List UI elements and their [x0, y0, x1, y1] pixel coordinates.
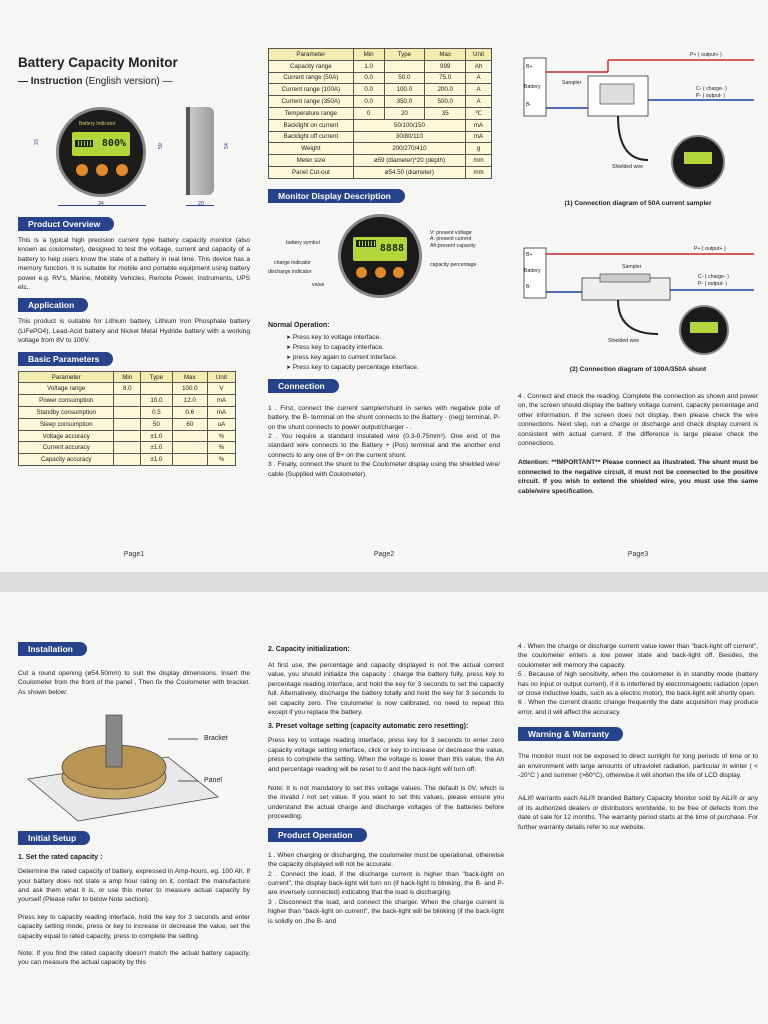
table-cell: 350.0 — [384, 96, 425, 108]
table-cell: A — [466, 84, 492, 96]
table-header: Type — [384, 49, 425, 61]
table-cell — [384, 60, 425, 72]
table-cell: Ah — [466, 60, 492, 72]
table-cell: mm — [466, 166, 492, 178]
bracket-label: Bracket — [204, 735, 228, 743]
application-heading: Application — [18, 298, 88, 312]
table-cell: 0.0 — [353, 72, 384, 84]
basic-parameters-table — [18, 371, 236, 466]
warning-text: The monitor must not be exposed to direct sunlight for long periods of time or to an environment with large amounts of ultraviolet radiation, particular in winter ( < -20°C ) and summer (>60°C), otherwise it will shorten the life of LCD display. — [518, 753, 758, 780]
diagram2-c-minus: C- ( charge- ) — [698, 274, 729, 280]
diagram2-battery: Battery — [524, 268, 541, 274]
diagram1-sampler: Sampler — [562, 80, 582, 86]
setup-text-2: Press key to capacity reading interface, hold the key for 3 seconds and enter capacity setting mode, press or key to increase or decrease the value, set the capacity equal to rated capacity, press to complete the setting. — [18, 913, 250, 940]
page-2 — [268, 0, 500, 572]
table-cell: 75.0 — [425, 72, 466, 84]
table-cell: 0.0 — [353, 96, 384, 108]
table-cell: Meter size — [269, 155, 354, 167]
table-cell: 35 — [425, 107, 466, 119]
diagram2-b-plus: B+ — [526, 252, 533, 258]
table-cell: Backlight on current — [269, 119, 354, 131]
table-cell: Standby consumption — [19, 407, 114, 419]
diagram2-p-plus: P+ ( output+ ) — [694, 246, 726, 252]
spec-table — [268, 48, 492, 179]
page-4 — [18, 592, 250, 1024]
page-number: Page3 — [627, 551, 649, 558]
operation-step-3: 3 . Disconnect the load, and connect the charger. When the charge current is higher than "back-light on current", the back-light will be blinking (if the back-light is solidly on ,the B- and — [268, 898, 504, 925]
table-cell: 10.0 — [140, 395, 172, 407]
connection-step-3: 3 . Finally, connect the shunt to the Coulometer display using the shielded wire/ cable (Supplied with Coulometer). — [268, 461, 500, 478]
capacity-init-heading: 2. Capacity initialization: — [268, 646, 350, 653]
initial-setup-heading: Initial Setup — [18, 831, 90, 845]
set-capacity-heading: 1. Set the rated capacity : — [18, 854, 103, 862]
warning-heading: Warning & Warranty — [518, 727, 623, 741]
list-item: ➤ Press key to capacity percentage interface. — [286, 363, 500, 373]
normal-operation-list — [286, 333, 500, 373]
page-number: Page1 — [123, 551, 145, 558]
table-cell: Temperature range — [269, 107, 354, 119]
table-header: Type — [140, 371, 172, 383]
operation-step-1: 1 . When charging or discharging, the coulometer must be operational, otherwise the capacity displayed will not be accurate. — [268, 851, 504, 869]
table-cell — [114, 395, 140, 407]
operation-step-4: 4 . When the charge or discharge current value lower than "back-light off current", the coulometer enters a low power state and back-light off. Besides, the coulometer will memory the capacity. — [518, 643, 758, 669]
table-cell: uA — [207, 418, 235, 430]
meter-lcd — [353, 237, 407, 261]
table-cell: 20 — [384, 107, 425, 119]
table-cell: 0.0 — [353, 84, 384, 96]
operation-step-5: 5 . Because of high sensitivity, when the coulometer is in standby mode (battery has no input or output current), if it is interfered by electromagnetic radiation (open or close inductive loads, such as a electric motor), the back-light will shortly open. — [518, 671, 758, 698]
connection-step-4: 4 . Connect and check the reading. Complete the connection as shown and power on, the screen should display the battery voltage current, capacity percentage and other information. If the screen does not display, then please check the wire connections. Next step, run a charge or discharge and check display current is consistent with actual current. If the difference is large please check the connections. — [518, 393, 758, 448]
table-cell: Weight — [269, 143, 354, 155]
table-cell: 12.0 — [172, 395, 207, 407]
diagram2-p-minus: P- ( output- ) — [698, 281, 728, 287]
installation-figure — [18, 697, 250, 825]
table-cell: 50/100/150 — [353, 119, 465, 131]
table-cell: 0.5 — [140, 407, 172, 419]
table-header: Min — [114, 371, 140, 383]
table-header: Unit — [207, 371, 235, 383]
table-row — [269, 72, 492, 84]
page-number: Page2 — [373, 551, 395, 558]
table-row — [19, 454, 236, 466]
table-cell: Current range (50A) — [269, 72, 354, 84]
table-row — [269, 131, 492, 143]
table-row — [19, 418, 236, 430]
diagram1-battery: Battery — [524, 84, 541, 90]
button-v-icon — [356, 267, 367, 278]
table-cell: Capacity range — [269, 60, 354, 72]
table-cell: 0 — [353, 107, 384, 119]
table-cell: mA — [207, 407, 235, 419]
table-cell: g — [466, 143, 492, 155]
table-cell: 500.0 — [425, 96, 466, 108]
table-cell — [114, 454, 140, 466]
table-cell: Voltage range — [19, 383, 114, 395]
table-cell — [172, 454, 207, 466]
label-discharge-indicator: discharge indicator — [268, 268, 312, 275]
operation-step-6: 6 . When the current drastic change frequently the date acquisition may produce error, and it will affect the accuracy. — [518, 699, 758, 716]
table-cell: 200.0 — [425, 84, 466, 96]
table-cell — [172, 430, 207, 442]
label-capacity-percentage: capacity percentage — [430, 261, 477, 268]
basic-parameters-heading: Basic Parameters — [18, 352, 113, 366]
list-item: ➤ Press key to capacity interface. — [286, 343, 500, 353]
table-header-row — [269, 49, 492, 61]
table-cell — [114, 407, 140, 419]
list-item: ➤ press key again to current interface. — [286, 353, 500, 363]
operation-step-2: 2 . Connect the load, if the discharge current is higher than "back-light on current", the display back-light will turn on (if back-light is blinking, the B- and P- are inversely connected) indicating that the load is discharging. — [268, 870, 504, 897]
button-v-icon — [76, 164, 88, 176]
button-a-icon — [375, 267, 386, 278]
label-value: value — [312, 281, 325, 288]
table-cell: Capacity accuracy — [19, 454, 114, 466]
table-cell: Current range (100A) — [269, 84, 354, 96]
installation-svg — [18, 697, 248, 825]
button-ah-icon — [116, 164, 128, 176]
table-row — [19, 430, 236, 442]
installation-heading: Installation — [18, 642, 87, 656]
table-row — [19, 407, 236, 419]
table-header: Max — [172, 371, 207, 383]
normal-operation-heading: Normal Operation: — [268, 321, 330, 329]
table-cell — [172, 442, 207, 454]
table-cell: V — [207, 383, 235, 395]
table-cell — [114, 430, 140, 442]
table-cell: Backlight off current — [269, 131, 354, 143]
dim-depth: 20 — [198, 201, 204, 207]
meter-reading: 800% — [101, 138, 126, 149]
diagram1-c-minus: C- ( charge- ) — [696, 86, 727, 92]
table-cell: Voltage accuracy — [19, 430, 114, 442]
battery-bar-icon — [356, 240, 376, 247]
table-cell: % — [207, 430, 235, 442]
table-cell: mA — [466, 119, 492, 131]
table-row — [19, 442, 236, 454]
manual-title: Battery Capacity Monitor — [18, 55, 178, 70]
display-description-figure — [268, 208, 500, 316]
diagram2-shielded: Shielded wire — [608, 338, 640, 344]
table-cell — [114, 418, 140, 430]
table-cell: 50 — [140, 418, 172, 430]
table-row — [269, 60, 492, 72]
table-cell: Panel Cut-out — [269, 166, 354, 178]
table-header: Parameter — [269, 49, 354, 61]
table-cell: ø59 (diameter)*20 (depth) — [353, 155, 465, 167]
table-row — [269, 84, 492, 96]
table-cell: 200/270/410 — [353, 143, 465, 155]
manual-subtitle: — Instruction (English version) — — [18, 76, 173, 87]
overview-heading: Product Overview — [18, 217, 114, 231]
table-cell: mm — [466, 155, 492, 167]
meter-dimension-figure — [18, 99, 250, 211]
meter-reading: 8888 — [379, 242, 404, 254]
diagram1-caption: (1) Connection diagram of 50A current sampler — [564, 200, 712, 207]
table-row — [269, 155, 492, 167]
table-cell: mA — [466, 131, 492, 143]
table-cell: Current range (350A) — [269, 96, 354, 108]
table-cell: ℃ — [466, 107, 492, 119]
meter-buttons — [76, 164, 128, 178]
table-cell — [140, 383, 172, 395]
table-header-row — [19, 371, 236, 383]
diagram2-caption: (2) Connection diagram of 100A/350A shunt — [569, 366, 707, 373]
table-row — [269, 119, 492, 131]
button-a-icon — [96, 164, 108, 176]
table-cell: Sleep consumption — [19, 418, 114, 430]
panel-label: Panel — [204, 777, 222, 785]
table-header: Unit — [466, 49, 492, 61]
table-cell: ±1.0 — [140, 442, 172, 454]
connection-heading: Connection — [268, 379, 339, 393]
table-header: Parameter — [19, 371, 114, 383]
table-cell: 100.0 — [172, 383, 207, 395]
table-cell: ±1.0 — [140, 454, 172, 466]
table-cell: % — [207, 454, 235, 466]
table-cell — [114, 442, 140, 454]
table-row — [269, 143, 492, 155]
attention-note: Attention: **IMPORTANT** Please connect as illustrated. The shunt must be connected to the negative circuit, it must not be connected to the positive circuit. If you wish to extend the shielded wire, you must use the same cable/wire specification. — [518, 459, 758, 495]
diagram1-p-minus: P- ( output- ) — [696, 93, 726, 99]
meter-front-image — [338, 214, 422, 298]
installation-text: Cut a round opening (ø54.50mm) to suit the display dimensions. Insert the Coulometer from the front of the panel , Then fix the Coulometer with bracket. As shown below: — [18, 670, 250, 696]
connection-diagram-100a — [518, 234, 758, 388]
table-cell: A — [466, 72, 492, 84]
manual-sheet-bottom — [0, 592, 768, 1024]
label-modes: V: present voltage A: present current Ah:present capacity — [430, 229, 476, 249]
table-cell: 100.0 — [384, 84, 425, 96]
table-cell: 30/80/110 — [353, 131, 465, 143]
product-operation-heading: Product Operation — [268, 828, 367, 842]
diagram1-b-plus: B+ — [526, 64, 533, 70]
table-cell: ø54.50 (diameter) — [353, 166, 465, 178]
basic-table-body — [19, 383, 236, 466]
meter-buttons — [356, 267, 404, 279]
table-cell: 60 — [172, 418, 207, 430]
preset-voltage-text: Press key to voltage reading interface, press key for 3 seconds to enter zero capacity voltage setting interface, click or key to increase or decrease the value, press to complete the setting. When the voltage is lower than this value, the Ah and percentage reading will be reset to 0 and the back-light will turn off. — [268, 737, 504, 773]
meter-side-image — [186, 107, 214, 195]
table-cell: A — [466, 96, 492, 108]
table-row — [269, 166, 492, 178]
meter-brand-label: Battery Indicator — [79, 121, 116, 127]
connection-diagram-50a — [518, 50, 758, 230]
diagram1-shielded: Shielded wire — [612, 164, 644, 170]
diagram2-sampler: Sampler — [622, 264, 642, 270]
preset-voltage-heading: 3. Preset voltage setting (capacity automatic zero resetting): — [268, 723, 469, 731]
table-header: Max — [425, 49, 466, 61]
label-battery-symbol: battery symbol — [286, 239, 320, 246]
connection-step-1: 1 . First, connect the current sampler/shunt in series with negative pole of battery, the B- terminal on the shunt connects to the Battery - (neg) terminal, P- on the shunt connects to power output/charger - . — [268, 404, 500, 431]
table-header: Min — [353, 49, 384, 61]
table-cell: 1.0 — [353, 60, 384, 72]
setup-note: Note: If you find the rated capacity doesn't match the actual battery capacity, you can measure the actual capacity by this — [18, 950, 250, 967]
battery-bar-icon — [75, 140, 93, 147]
connection-step-2: 2 . You require a standard insulated wire (0.3-0.75mm²). One end of the standard wire connects to the Battery + (Pos) terminal and the another end connects to any one of B+ on the current shunt. — [268, 432, 500, 459]
table-row — [269, 107, 492, 119]
table-row — [269, 96, 492, 108]
display-description-heading: Monitor Display Description — [268, 189, 405, 203]
setup-text: Determine the rated capacity of battery, expressed in Amp-hours, eg. 100 Ah. If your battery does not state a amp hour rating on it, contact the manufacture and ask them what it is, or use this meter to measure actual capacity by yourself (Please refer to below Note section). — [18, 868, 250, 904]
table-cell: Power consumption — [19, 395, 114, 407]
preset-note: Note: It is not mandatory to set this voltage values. The default is 0V, which is the invalid / not set value. If you want to set this values, please ensure you understand the actual charge and discharge voltages of the batteries before proceeding. — [268, 785, 504, 821]
table-cell: 999 — [425, 60, 466, 72]
table-cell: % — [207, 442, 235, 454]
table-cell: 0.6 — [172, 407, 207, 419]
diagram-100a-svg — [518, 234, 758, 364]
meter-lcd — [72, 132, 130, 156]
table-cell: 8.0 — [114, 383, 140, 395]
table-cell: ±1.0 — [140, 430, 172, 442]
diagram1-b-minus: B- — [526, 102, 532, 108]
page-6 — [518, 592, 758, 1024]
capacity-init-text: At first use, the percentage and capacity displayed is not the actual correct value, you should initialize the capacity : charge the battery fully, press key to percentage reading interface, and hold the key for 3 seconds to set the capacity full. Alternatively, discharge the battery totally and hold the key for 3 seconds to set capacity zero. The coulometer is now calibrated, no need to repeat this except if you replace the battery. — [268, 662, 504, 717]
overview-text: This is a typical high precision current type battery capacity monitor (also known as coulometer), designed to test the voltage, current and capacity of a battery to help users know the state of a battery in real time. This device has a memory function. It is suitable for mobile and portable equipment using battery power e.g. RV's, Marine, Mobility Vehicles, Remote Power, Instruments, UPS etc.. — [18, 237, 250, 292]
label-charge-indicator: charge indicator — [274, 259, 311, 266]
page-3 — [518, 0, 758, 572]
spec-table-body — [269, 60, 492, 178]
table-cell: 50.0 — [384, 72, 425, 84]
table-cell: mA — [207, 395, 235, 407]
table-row — [19, 395, 236, 407]
dim-line-width — [58, 205, 146, 206]
diagram1-p-plus: P+ ( output+ ) — [690, 52, 722, 58]
table-cell: Current accuracy — [19, 442, 114, 454]
meter-front-image — [56, 107, 146, 197]
dim-height-left: 23 — [33, 139, 40, 145]
dim-height-right: 54 — [223, 143, 230, 149]
page-5 — [268, 592, 504, 1024]
list-item: ➤ Press key to voltage interface. — [286, 333, 500, 343]
table-row — [19, 383, 236, 395]
button-ah-icon — [393, 267, 404, 278]
dim-width: 34 — [98, 201, 104, 207]
page-1 — [18, 0, 250, 572]
dim-height-mid: 59 — [157, 143, 164, 149]
dim-line-depth — [186, 205, 214, 206]
diagram2-b-minus: B- — [526, 284, 532, 290]
warranty-text: AiLi® warrants each AiLi® branded Battery Capacity Monitor sold by AiLi® or any of its authorized dealers or distributors worldwide, to be free of defects from the date of sale for 12 months. The warranty period starts at the time of purchase. For further warranty details refer to our website. — [518, 795, 758, 831]
application-text: This product is suitable for Lithium battery, Lithium Iron Phosphate battery (LiFePO4), Lead-Acid battery and Nickel Metal Hydride battery with a working voltage from 8V to 100V. — [18, 318, 250, 345]
